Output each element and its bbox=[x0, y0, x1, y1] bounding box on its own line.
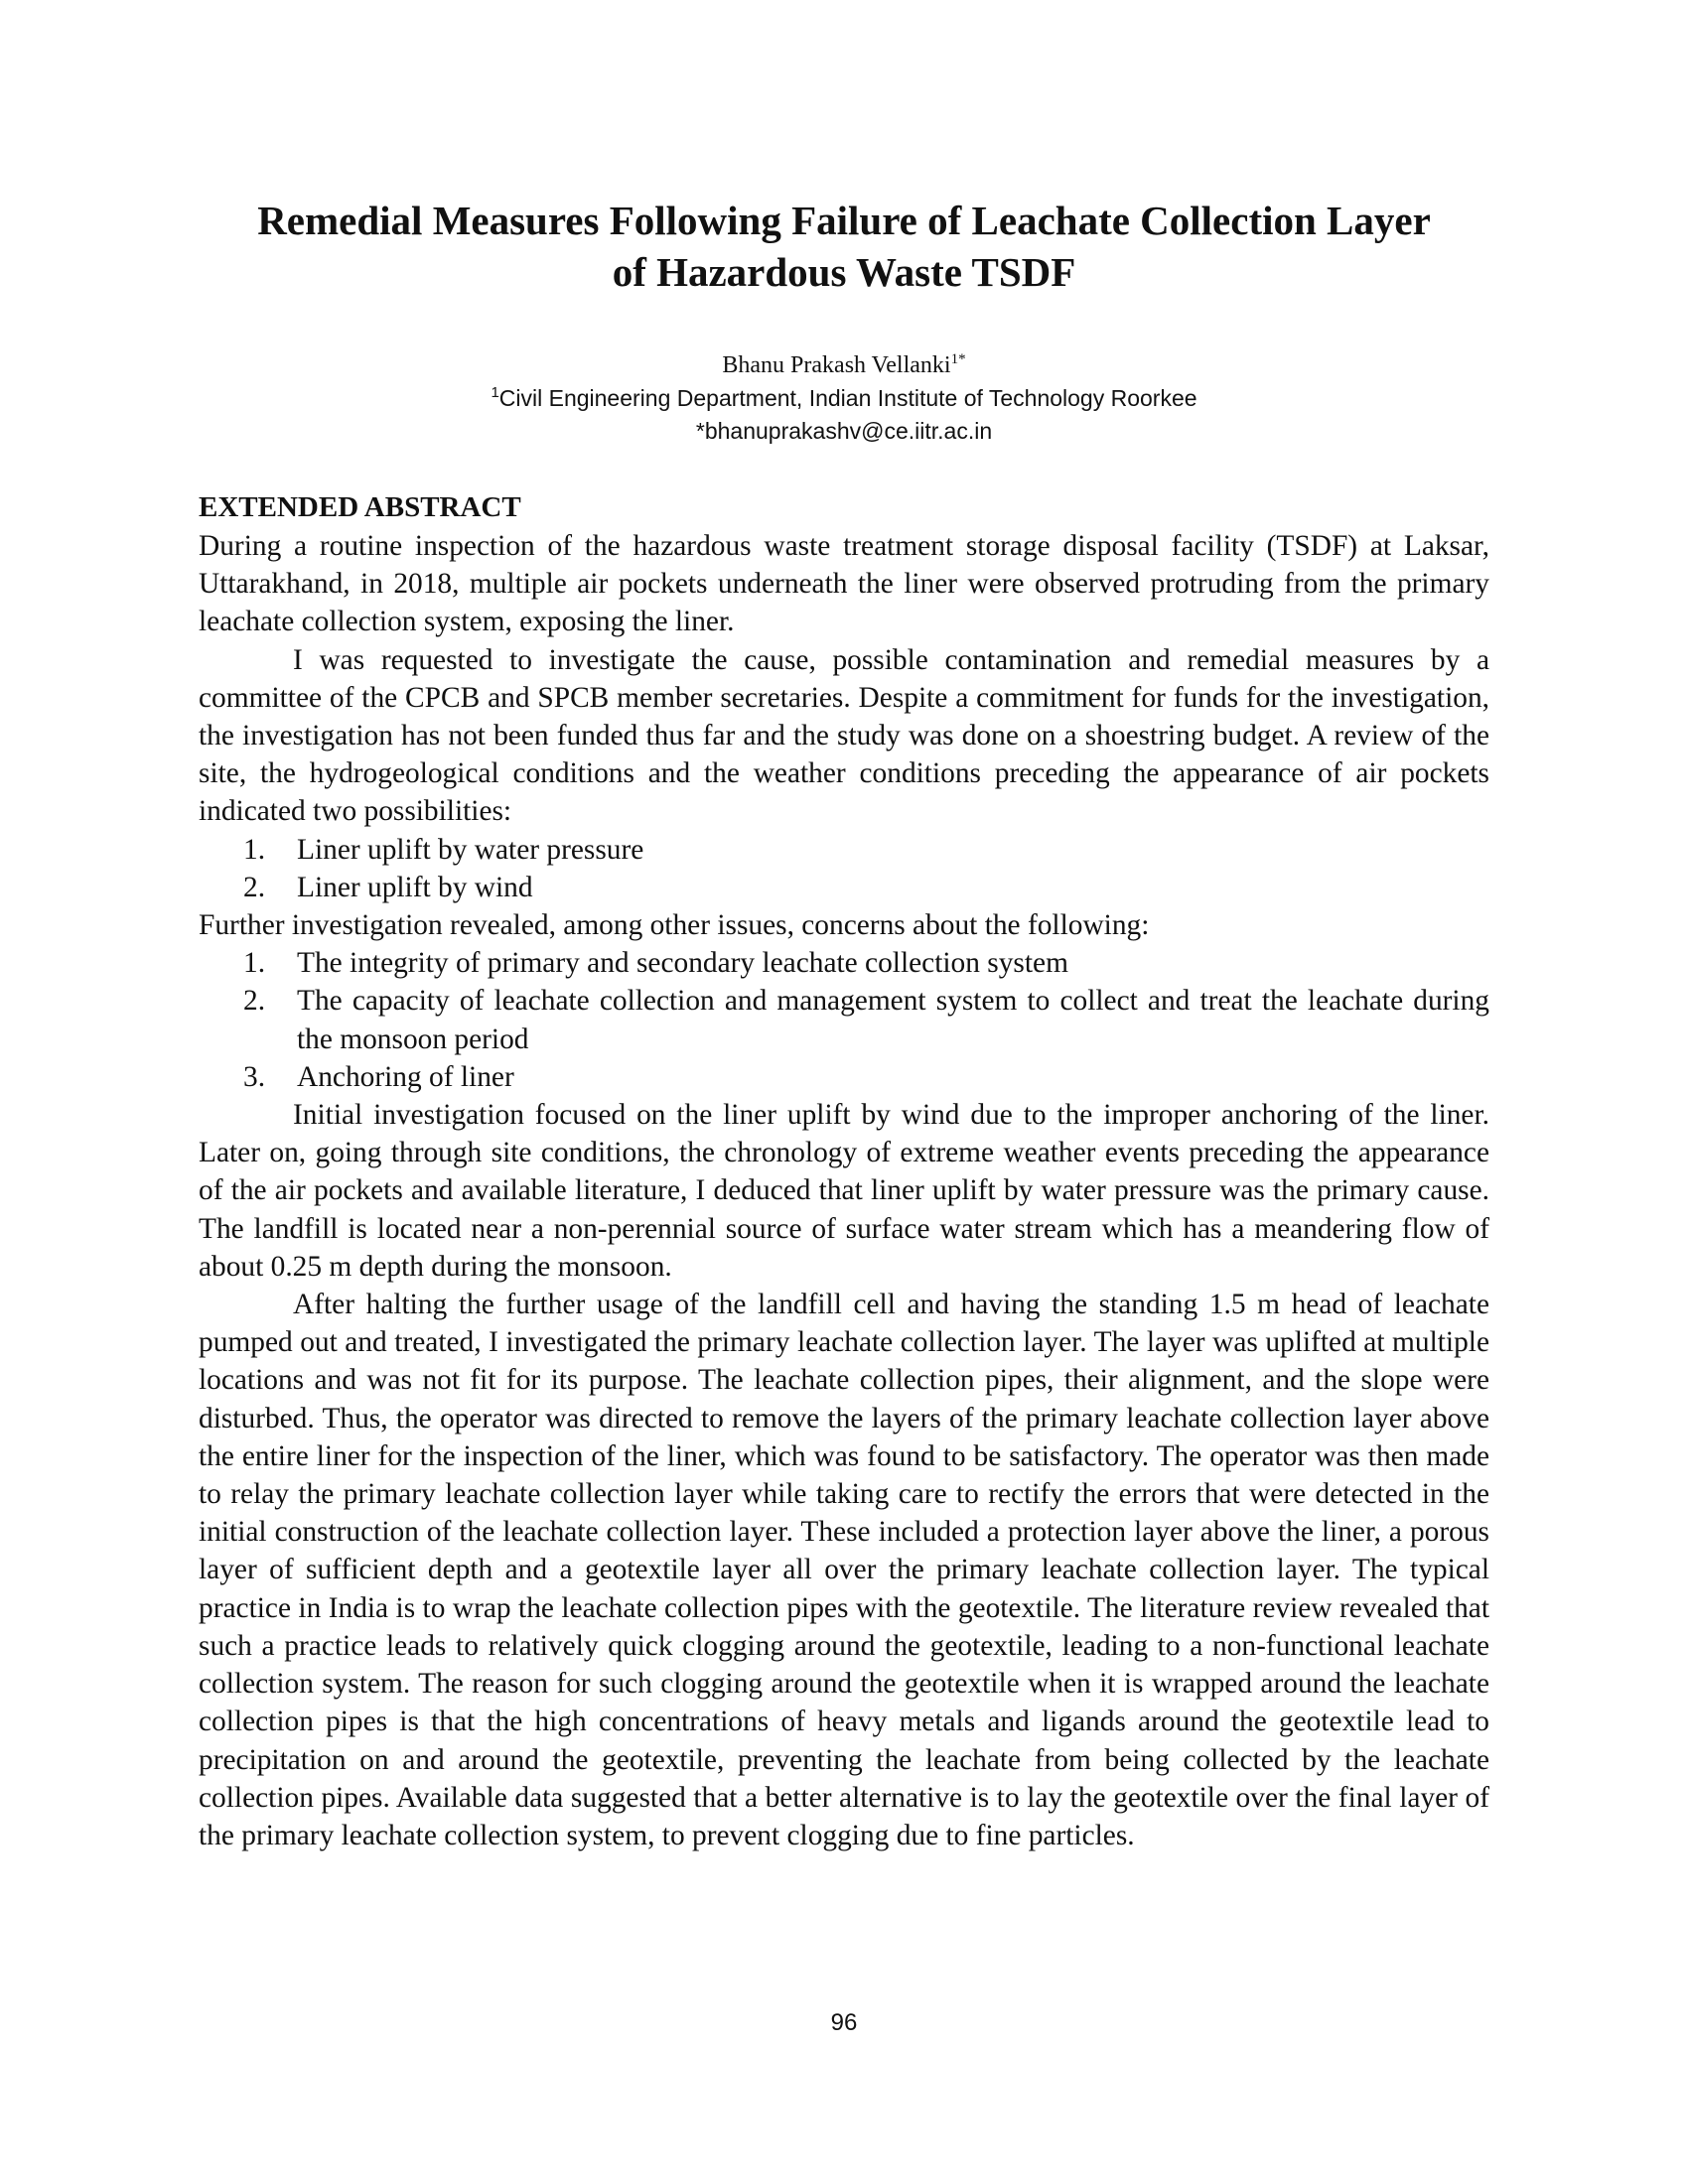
paragraph-3: Further investigation revealed, among other issues, concerns about the following: bbox=[199, 909, 1150, 942]
author-superscript: 1* bbox=[950, 351, 966, 367]
paragraph-5: After halting the further usage of the landfill cell and having the standing 1.5 m head of leachate pumped out and treated, I investigated the primary leachate collection layer. The layer was uplifted at multiple locations and was not fit for its purpose. The leachate collection pipes, their alignment, and the slope were disturbed. Thus, the operator was directed to remove the layers of the primary leachate collection layer above the entire liner for the inspection of the liner, which was found to be satisfactory. The operator was then made to relay the primary leachate collection layer while taking care to rectify the errors that were detected in the initial construction of the leachate collection layer. These included a protection layer above the liner, a porous layer of sufficient depth and a geotextile layer all over the primary leachate collection layer. The typical practice in India is to wrap the leachate collection pipes with the geotextile. The literature review revealed that such a practice leads to relatively quick clogging around the geotextile, leading to a non-functional leachate collection system. The reason for such clogging around the geotextile when it is wrapped around the leachate collection pipes is that the high concentrations of heavy metals and ligands around the geotextile lead to precipitation on and around the geotextile, preventing the leachate from being collected by the leachate collection pipes. Available data suggested that a better alternative is to lay the geotextile over the final layer of the primary leachate collection system, to prevent clogging due to fine particles. bbox=[199, 1289, 1489, 1851]
list-item-number: 1. bbox=[243, 833, 266, 866]
paragraph-1: During a routine inspection of the hazardous waste treatment storage disposal facility (TSDF) at Laksar, Uttarakhand, in 2018, multiple air pockets underneath the liner were observed protruding from the primary leachate collection system, exposing the liner. bbox=[199, 530, 1489, 638]
author-name: Bhanu Prakash Vellanki bbox=[722, 352, 951, 378]
list-item-number: 2. bbox=[243, 985, 266, 1018]
list-item-number: 3. bbox=[243, 1060, 266, 1093]
list-item bbox=[199, 944, 1489, 982]
paper-title bbox=[149, 195, 1539, 298]
list-item-text: Liner uplift by water pressure bbox=[297, 833, 644, 866]
paragraph-4: Initial investigation focused on the liner uplift by wind due to the improper anchoring of the liner. Later on, going through site conditions, the chronology of extreme weather events preceding the appearance of the air pockets and available literature, I deduced that liner uplift by water pressure was the primary cause. The landfill is located near a non-perennial source of surface water stream which has a meandering flow of about 0.25 m depth during the monsoon. bbox=[199, 1099, 1489, 1283]
list-item-number: 2. bbox=[243, 871, 266, 903]
affiliation-text: Civil Engineering Department, Indian Institute of Technology Roorkee bbox=[498, 385, 1197, 411]
list-item bbox=[199, 982, 1489, 1057]
list-item-text: Liner uplift by wind bbox=[297, 871, 533, 903]
possibilities-list bbox=[199, 831, 1489, 906]
list-item bbox=[199, 831, 1489, 869]
affiliation-line bbox=[149, 382, 1539, 415]
list-item-text: The capacity of leachate collection and management system to collect and treat the leachate during the monsoon period bbox=[297, 985, 1489, 1055]
author-block bbox=[149, 349, 1539, 448]
page-number: 96 bbox=[830, 2009, 858, 2036]
abstract-body bbox=[199, 527, 1489, 1854]
list-item-number: 1. bbox=[243, 947, 266, 980]
concerns-list bbox=[199, 944, 1489, 1096]
affiliation-superscript: 1 bbox=[491, 384, 499, 401]
list-item-text: Anchoring of liner bbox=[297, 1060, 514, 1093]
title-line-2: of Hazardous Waste TSDF bbox=[612, 249, 1076, 295]
list-item bbox=[199, 869, 1489, 906]
list-item-text: The integrity of primary and secondary leachate collection system bbox=[297, 947, 1068, 980]
author-line bbox=[149, 349, 1539, 382]
title-line-1: Remedial Measures Following Failure of Leachate Collection Layer bbox=[257, 198, 1431, 243]
paragraph-2: I was requested to investigate the cause, possible contamination and remedial measures by a committee of the CPCB and SPCB member secretaries. Despite a commitment for funds for the investigation, the investigation has not been funded thus far and the study was done on a shoestring budget. A review of the site, the hydrogeological conditions and the weather conditions preceding the appearance of air pockets indicated two possibilities: bbox=[199, 643, 1489, 828]
list-item bbox=[199, 1058, 1489, 1096]
section-heading: EXTENDED ABSTRACT bbox=[199, 491, 521, 523]
author-email: *bhanuprakashv@ce.iitr.ac.in bbox=[695, 418, 993, 444]
